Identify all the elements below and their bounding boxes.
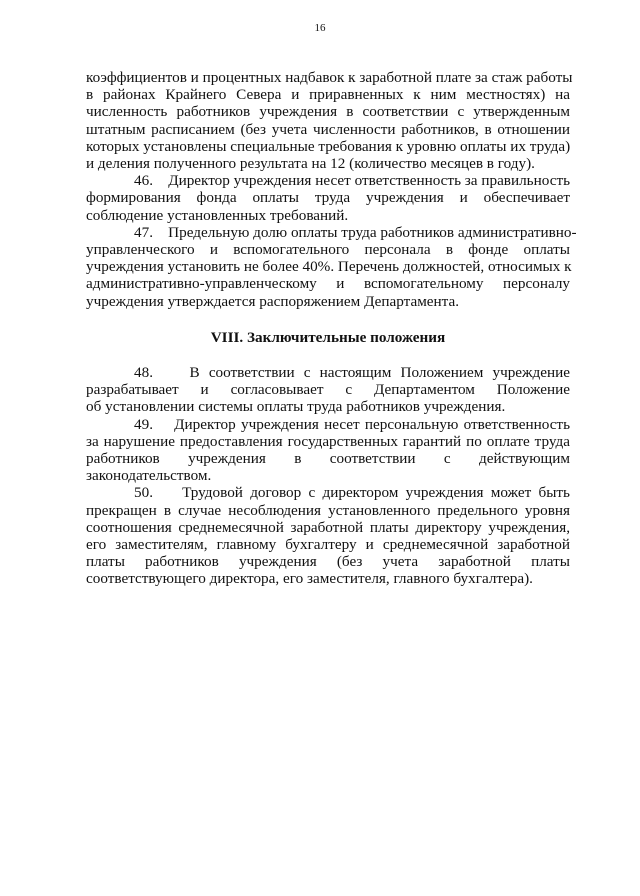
text-line: разрабатывает и согласовывает с Департаментом Положение — [86, 381, 570, 399]
text-line: учреждения утверждается распоряжением Департамента. — [86, 292, 460, 310]
item-number: 49. — [134, 415, 153, 433]
text-line: его заместителям, главному бухгалтеру и среднемесячной заработной — [86, 536, 570, 554]
text-line: Предельную долю оплаты труда работников административно- — [168, 223, 577, 241]
text-line: законодательством. — [86, 467, 212, 485]
text-line: соотношения среднемесячной заработной платы директору учреждения, — [86, 518, 570, 536]
text-line: формирования фонда оплаты труда учреждения и обеспечивает — [86, 189, 570, 207]
text-line: штатным расписанием (без учета численности работников, в отношении — [86, 120, 570, 138]
text-line: Директор учреждения несет ответственность за правильность — [168, 172, 571, 190]
text-line: численность работников учреждения в соответствии с утвержденным — [86, 103, 570, 121]
text-line: платы работников учреждения (без учета заработной платы — [86, 553, 570, 571]
text-line: В соответствии с настоящим Положением учреждение — [189, 364, 571, 382]
text-line: коэффициентов и процентных надбавок к заработной плате за стаж работы — [86, 69, 573, 86]
text-line: Директор учреждения несет персональную ответственность — [174, 415, 570, 433]
text-line: управленческого и вспомогательного персонала в фонде оплаты — [86, 241, 570, 259]
text-line: в районах Крайнего Севера и приравненных к ним местностях) на — [86, 86, 570, 104]
document-body — [86, 69, 577, 588]
item-number: 46. — [134, 172, 153, 190]
paragraph-47 — [86, 223, 577, 310]
paragraph-46 — [86, 172, 570, 224]
text-line: административно-управленческому и вспомогательному персоналу — [86, 275, 570, 293]
text-line: которых установлены специальные требования к уровню оплаты их труда) — [86, 137, 571, 155]
text-line: учреждения установить не более 40%. Перечень должностей, относимых к — [86, 258, 572, 276]
page-number: 16 — [314, 22, 326, 34]
item-number: 47. — [134, 223, 153, 241]
paragraph-48 — [86, 364, 570, 416]
text-line: соблюдение установленных требований. — [86, 206, 349, 224]
text-line: и деления полученного результата на 12 (количество месяцев в году). — [86, 155, 535, 173]
section-title: VIII. Заключительные положения — [210, 328, 446, 346]
text-line: прекращен в случае несоблюдения установленного предельного уровня — [86, 501, 570, 519]
paragraph-49 — [86, 416, 570, 485]
item-number: 50. — [134, 484, 153, 502]
item-number: 48. — [134, 364, 153, 382]
paragraph-50 — [86, 484, 570, 587]
text-line: об установлении системы оплаты труда работников учреждения. — [86, 398, 506, 416]
text-line: Трудовой договор с директором учреждения может быть — [182, 484, 570, 502]
text-line: за нарушение предоставления государственных гарантий по оплате труда — [86, 432, 570, 450]
text-line: соответствующего директора, его заместителя, главного бухгалтера). — [86, 570, 533, 588]
paragraph-continuation — [86, 69, 573, 173]
text-line: работников учреждения в соответствии с действующим — [86, 450, 570, 468]
